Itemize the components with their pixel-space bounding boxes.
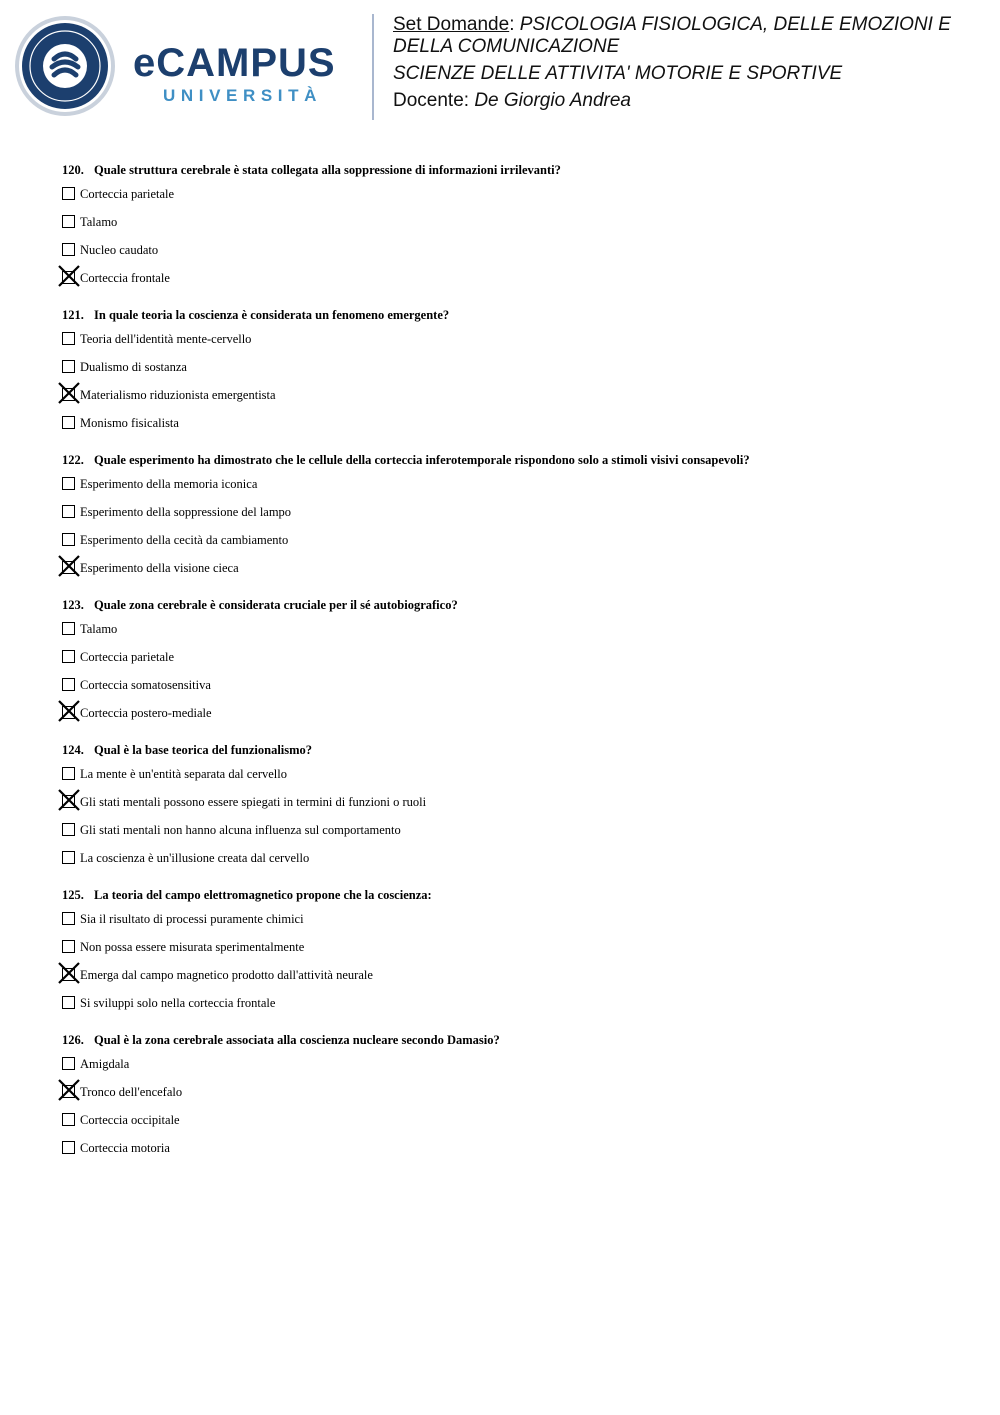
option-label: Corteccia postero-mediale [80,706,212,720]
checked-x-mark-icon [57,264,81,288]
question-title [62,1030,982,1050]
question-title [62,160,982,180]
answer-option[interactable] [62,671,982,699]
question-title [62,450,982,470]
question-126 [62,1030,982,1162]
docente-label: Docente: [393,90,470,111]
answer-option[interactable] [62,933,982,961]
option-label: Teoria dell'identità mente-cervello [80,332,252,346]
checked-x-mark-icon [57,381,81,405]
checked-x-mark-icon [57,961,81,985]
checkbox-unchecked[interactable] [62,940,75,953]
answer-option[interactable] [62,816,982,844]
checkbox-unchecked[interactable] [62,678,75,691]
question-123 [62,595,982,727]
answer-option[interactable] [62,615,982,643]
answer-options [62,470,982,582]
option-label: Gli stati mentali possono essere spiegati in termini di funzioni o ruoli [80,795,427,809]
answer-option[interactable] [62,409,982,437]
option-label: Emerga dal campo magnetico prodotto dall'attività neurale [80,968,373,982]
answer-options [62,905,982,1017]
ecampus-seal-logo [14,15,116,117]
option-label: Nucleo caudato [80,243,159,257]
option-label: La mente è un'entità separata dal cervello [80,767,288,781]
option-label: Esperimento della memoria iconica [80,477,258,491]
answer-options [62,760,982,872]
checkbox-unchecked[interactable] [62,622,75,635]
question-number: 123. [62,598,84,612]
question-number: 120. [62,163,84,177]
question-title [62,305,982,325]
question-text: Qual è la base teorica del funzionalismo? [94,743,313,757]
option-label: Talamo [80,622,118,636]
answer-option[interactable] [62,498,982,526]
checkbox-unchecked[interactable] [62,1113,75,1126]
question-number: 126. [62,1033,84,1047]
checkbox-unchecked[interactable] [62,650,75,663]
checked-x-mark-icon [57,699,81,723]
question-number: 122. [62,453,84,467]
logo-sub-text: UNIVERSITÀ [163,86,322,105]
answer-option[interactable] [62,760,982,788]
answer-option[interactable] [62,470,982,498]
header-divider [372,14,374,120]
question-number: 121. [62,308,84,322]
program-name: SCIENZE DELLE ATTIVITA' MOTORIE E SPORTIVE [393,63,843,84]
option-label: Corteccia somatosensitiva [80,678,211,692]
question-text: Quale esperimento ha dimostrato che le cellule della corteccia inferotemporale rispondono solo a stimoli visivi consapevoli? [94,453,750,467]
checkbox-unchecked[interactable] [62,215,75,228]
question-title [62,595,982,615]
option-label: Corteccia parietale [80,187,175,201]
answer-option[interactable] [62,844,982,872]
checkbox-unchecked[interactable] [62,332,75,345]
option-label: Monismo fisicalista [80,416,179,430]
option-label: Non possa essere misurata sperimentalmente [80,940,305,954]
docente-name: De Giorgio Andrea [474,90,631,111]
answer-option[interactable] [62,526,982,554]
option-label: Esperimento della cecità da cambiamento [80,533,289,547]
course-info [393,14,988,112]
option-label: Esperimento della visione cieca [80,561,239,575]
checkbox-unchecked[interactable] [62,477,75,490]
option-label: Talamo [80,215,118,229]
checkbox-unchecked[interactable] [62,767,75,780]
answer-option[interactable] [62,1078,982,1106]
checkbox-unchecked[interactable] [62,1141,75,1154]
option-label: Sia il risultato di processi puramente chimici [80,912,304,926]
checkbox-unchecked[interactable] [62,1057,75,1070]
question-list [62,160,982,1175]
option-label: Amigdala [80,1057,130,1071]
answer-option[interactable] [62,905,982,933]
question-number: 125. [62,888,84,902]
answer-option[interactable] [62,353,982,381]
option-label: Esperimento della soppressione del lampo [80,505,292,519]
option-label: Corteccia motoria [80,1141,170,1155]
question-text: La teoria del campo elettromagnetico propone che la coscienza: [94,888,432,902]
answer-option[interactable] [62,208,982,236]
question-number: 124. [62,743,84,757]
question-text: Quale struttura cerebrale è stata collegata alla soppressione di informazioni irrilevanti? [94,163,561,177]
answer-option[interactable] [62,961,982,989]
answer-option[interactable] [62,554,982,582]
option-label: Corteccia frontale [80,271,170,285]
course-title-line2: DELLA COMUNICAZIONE [393,36,620,57]
answer-option[interactable] [62,643,982,671]
checkbox-unchecked[interactable] [62,360,75,373]
option-label: Si sviluppi solo nella corteccia frontale [80,996,276,1010]
answer-options [62,325,982,437]
checked-x-mark-icon [57,554,81,578]
ecampus-wordmark [133,40,358,106]
question-title [62,740,982,760]
answer-option[interactable] [62,699,982,727]
option-label: La coscienza è un'illusione creata dal cervello [80,851,310,865]
checkbox-unchecked[interactable] [62,823,75,836]
checkbox-unchecked[interactable] [62,416,75,429]
answer-option[interactable] [62,1106,982,1134]
question-text: In quale teoria la coscienza è considerata un fenomeno emergente? [94,308,450,322]
answer-option[interactable] [62,236,982,264]
question-title [62,885,982,905]
answer-options [62,180,982,292]
page-header [0,0,1000,130]
checkbox-unchecked[interactable] [62,912,75,925]
checkbox-unchecked[interactable] [62,505,75,518]
answer-option[interactable] [62,989,982,1017]
answer-option[interactable] [62,1134,982,1162]
checked-x-mark-icon [57,1078,81,1102]
option-label: Dualismo di sostanza [80,360,187,374]
option-label: Materialismo riduzionista emergentista [80,388,276,402]
checkbox-unchecked[interactable] [62,533,75,546]
answer-option[interactable] [62,264,982,292]
answer-options [62,1050,982,1162]
option-label: Corteccia parietale [80,650,175,664]
checkbox-unchecked[interactable] [62,187,75,200]
checked-x-mark-icon [57,788,81,812]
logo-brand-text: eCAMPUS [133,41,336,85]
option-label: Tronco dell'encefalo [80,1085,183,1099]
question-122 [62,450,982,582]
option-label: Gli stati mentali non hanno alcuna influenza sul comportamento [80,823,401,837]
question-text: Quale zona cerebrale è considerata cruciale per il sé autobiografico? [94,598,458,612]
answer-option[interactable] [62,1050,982,1078]
answer-options [62,615,982,727]
set-colon: : [509,14,515,35]
question-text: Qual è la zona cerebrale associata alla coscienza nucleare secondo Damasio? [94,1033,500,1047]
checkbox-unchecked[interactable] [62,851,75,864]
course-title-line1: PSICOLOGIA FISIOLOGICA, DELLE EMOZIONI E [519,14,951,35]
answer-option[interactable] [62,180,982,208]
answer-option[interactable] [62,381,982,409]
question-120 [62,160,982,292]
checkbox-unchecked[interactable] [62,243,75,256]
answer-option[interactable] [62,788,982,816]
set-domande-label: Set Domande [393,14,510,35]
question-125 [62,885,982,1017]
answer-option[interactable] [62,325,982,353]
option-label: Corteccia occipitale [80,1113,180,1127]
question-121 [62,305,982,437]
question-124 [62,740,982,872]
checkbox-unchecked[interactable] [62,996,75,1009]
